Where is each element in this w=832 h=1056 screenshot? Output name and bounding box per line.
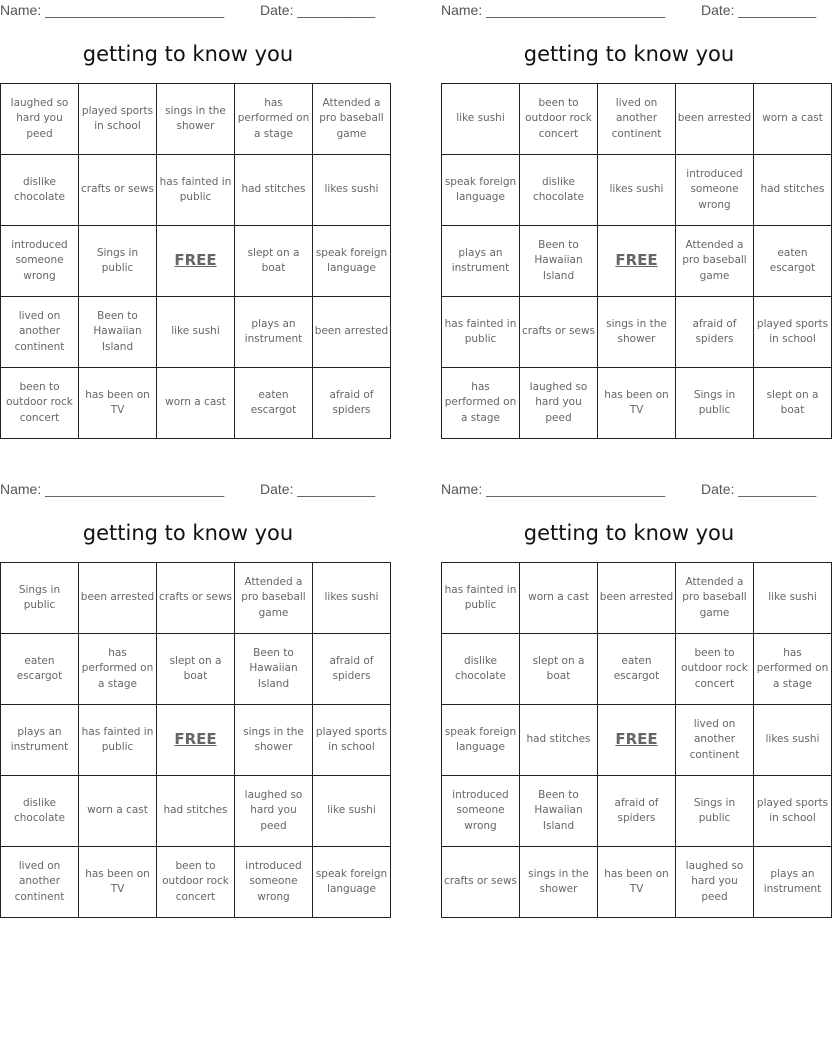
card-title: getting to know you bbox=[523, 42, 735, 66]
bingo-cell: lived on another continent bbox=[598, 84, 676, 155]
bingo-row bbox=[1, 155, 391, 226]
bingo-cell: had stitches bbox=[157, 776, 235, 847]
bingo-cell: likes sushi bbox=[313, 155, 391, 226]
bingo-cell: eaten escargot bbox=[1, 634, 79, 705]
bingo-cell: Been to Hawaiian Island bbox=[520, 776, 598, 847]
bingo-cell: worn a cast bbox=[754, 84, 832, 155]
name-field-label: Name: _______________________ bbox=[441, 2, 666, 18]
bingo-cell: speak foreign language bbox=[313, 847, 391, 918]
bingo-cell: been to outdoor rock concert bbox=[1, 368, 79, 439]
bingo-cell: has performed on a stage bbox=[754, 634, 832, 705]
bingo-cell: Sings in public bbox=[676, 776, 754, 847]
bingo-cell: crafts or sews bbox=[157, 563, 235, 634]
bingo-row bbox=[442, 297, 832, 368]
bingo-cell: like sushi bbox=[157, 297, 235, 368]
bingo-row bbox=[442, 226, 832, 297]
bingo-cell: has performed on a stage bbox=[79, 634, 157, 705]
bingo-cell: slept on a boat bbox=[235, 226, 313, 297]
bingo-cell: plays an instrument bbox=[754, 847, 832, 918]
bingo-grid bbox=[0, 83, 391, 439]
bingo-cell: lived on another continent bbox=[676, 705, 754, 776]
free-space-cell: FREE bbox=[157, 226, 235, 297]
bingo-row bbox=[442, 563, 832, 634]
bingo-cell: slept on a boat bbox=[520, 634, 598, 705]
bingo-cell: speak foreign language bbox=[442, 705, 520, 776]
bingo-cell: introduced someone wrong bbox=[442, 776, 520, 847]
bingo-row bbox=[1, 634, 391, 705]
card-title: getting to know you bbox=[82, 521, 294, 545]
bingo-cell: laughed so hard you peed bbox=[676, 847, 754, 918]
bingo-cell: has fainted in public bbox=[157, 155, 235, 226]
bingo-cell: been to outdoor rock concert bbox=[676, 634, 754, 705]
bingo-cell: sings in the shower bbox=[235, 705, 313, 776]
bingo-row bbox=[1, 847, 391, 918]
bingo-cell: played sports in school bbox=[754, 776, 832, 847]
bingo-cell: been arrested bbox=[598, 563, 676, 634]
bingo-cell: has fainted in public bbox=[442, 297, 520, 368]
bingo-cell: had stitches bbox=[520, 705, 598, 776]
bingo-cell: laughed so hard you peed bbox=[235, 776, 313, 847]
bingo-cell: dislike chocolate bbox=[442, 634, 520, 705]
bingo-grid bbox=[441, 83, 832, 439]
bingo-cell: likes sushi bbox=[598, 155, 676, 226]
free-space-cell: FREE bbox=[598, 705, 676, 776]
bingo-cell: crafts or sews bbox=[520, 297, 598, 368]
bingo-row bbox=[1, 297, 391, 368]
bingo-cell: been arrested bbox=[313, 297, 391, 368]
bingo-cell: Been to Hawaiian Island bbox=[235, 634, 313, 705]
name-field-label: Name: _______________________ bbox=[0, 2, 225, 18]
bingo-cell: crafts or sews bbox=[442, 847, 520, 918]
bingo-cell: slept on a boat bbox=[157, 634, 235, 705]
free-space-cell: FREE bbox=[157, 705, 235, 776]
name-date-line bbox=[441, 2, 817, 20]
bingo-cell: has performed on a stage bbox=[442, 368, 520, 439]
name-date-line bbox=[0, 481, 376, 499]
bingo-row bbox=[442, 84, 832, 155]
bingo-cell: Been to Hawaiian Island bbox=[79, 297, 157, 368]
card-title: getting to know you bbox=[523, 521, 735, 545]
bingo-cell: has been on TV bbox=[598, 847, 676, 918]
bingo-cell: worn a cast bbox=[79, 776, 157, 847]
free-space-cell: FREE bbox=[598, 226, 676, 297]
date-field-label: Date: __________ bbox=[701, 481, 817, 497]
bingo-cell: speak foreign language bbox=[442, 155, 520, 226]
bingo-row bbox=[442, 368, 832, 439]
bingo-row bbox=[1, 563, 391, 634]
date-field-label: Date: __________ bbox=[260, 2, 376, 18]
bingo-cell: has been on TV bbox=[598, 368, 676, 439]
bingo-cell: lived on another continent bbox=[1, 847, 79, 918]
bingo-cell: plays an instrument bbox=[235, 297, 313, 368]
bingo-cell: had stitches bbox=[754, 155, 832, 226]
bingo-row bbox=[1, 368, 391, 439]
bingo-cell: afraid of spiders bbox=[313, 368, 391, 439]
bingo-cell: Been to Hawaiian Island bbox=[520, 226, 598, 297]
bingo-cell: Sings in public bbox=[79, 226, 157, 297]
bingo-cell: been to outdoor rock concert bbox=[520, 84, 598, 155]
bingo-row bbox=[1, 84, 391, 155]
bingo-cell: worn a cast bbox=[520, 563, 598, 634]
bingo-row bbox=[1, 776, 391, 847]
bingo-cell: has fainted in public bbox=[79, 705, 157, 776]
bingo-cell: like sushi bbox=[442, 84, 520, 155]
bingo-cell: laughed so hard you peed bbox=[520, 368, 598, 439]
bingo-cell: has fainted in public bbox=[442, 563, 520, 634]
bingo-cell: has performed on a stage bbox=[235, 84, 313, 155]
bingo-row bbox=[1, 705, 391, 776]
bingo-cell: played sports in school bbox=[313, 705, 391, 776]
bingo-cell: eaten escargot bbox=[598, 634, 676, 705]
bingo-cell: plays an instrument bbox=[442, 226, 520, 297]
bingo-cell: has been on TV bbox=[79, 368, 157, 439]
bingo-cell: speak foreign language bbox=[313, 226, 391, 297]
bingo-row bbox=[442, 634, 832, 705]
bingo-row bbox=[442, 776, 832, 847]
bingo-cell: eaten escargot bbox=[235, 368, 313, 439]
bingo-cell: Sings in public bbox=[676, 368, 754, 439]
bingo-row bbox=[442, 847, 832, 918]
bingo-row bbox=[1, 226, 391, 297]
bingo-cell: afraid of spiders bbox=[313, 634, 391, 705]
bingo-cell: worn a cast bbox=[157, 368, 235, 439]
bingo-cell: eaten escargot bbox=[754, 226, 832, 297]
bingo-row bbox=[442, 155, 832, 226]
bingo-cell: plays an instrument bbox=[1, 705, 79, 776]
date-field-label: Date: __________ bbox=[701, 2, 817, 18]
bingo-cell: likes sushi bbox=[754, 705, 832, 776]
bingo-cell: like sushi bbox=[313, 776, 391, 847]
bingo-cell: Sings in public bbox=[1, 563, 79, 634]
bingo-cell: laughed so hard you peed bbox=[1, 84, 79, 155]
bingo-grid bbox=[441, 562, 832, 918]
bingo-cell: slept on a boat bbox=[754, 368, 832, 439]
bingo-cell: afraid of spiders bbox=[676, 297, 754, 368]
name-field-label: Name: _______________________ bbox=[0, 481, 225, 497]
bingo-row bbox=[442, 705, 832, 776]
bingo-cell: sings in the shower bbox=[598, 297, 676, 368]
card-title: getting to know you bbox=[82, 42, 294, 66]
bingo-cell: Attended a pro baseball game bbox=[676, 563, 754, 634]
name-field-label: Name: _______________________ bbox=[441, 481, 666, 497]
bingo-cell: introduced someone wrong bbox=[676, 155, 754, 226]
name-date-line bbox=[441, 481, 817, 499]
bingo-cell: lived on another continent bbox=[1, 297, 79, 368]
bingo-cell: dislike chocolate bbox=[1, 155, 79, 226]
bingo-cell: introduced someone wrong bbox=[1, 226, 79, 297]
bingo-cell: Attended a pro baseball game bbox=[676, 226, 754, 297]
date-field-label: Date: __________ bbox=[260, 481, 376, 497]
bingo-cell: Attended a pro baseball game bbox=[313, 84, 391, 155]
bingo-cell: has been on TV bbox=[79, 847, 157, 918]
bingo-cell: dislike chocolate bbox=[1, 776, 79, 847]
bingo-cell: played sports in school bbox=[754, 297, 832, 368]
bingo-cell: introduced someone wrong bbox=[235, 847, 313, 918]
bingo-cell: afraid of spiders bbox=[598, 776, 676, 847]
bingo-cell: likes sushi bbox=[313, 563, 391, 634]
bingo-cell: sings in the shower bbox=[520, 847, 598, 918]
bingo-cell: been to outdoor rock concert bbox=[157, 847, 235, 918]
bingo-cell: had stitches bbox=[235, 155, 313, 226]
bingo-cell: been arrested bbox=[676, 84, 754, 155]
bingo-cell: Attended a pro baseball game bbox=[235, 563, 313, 634]
name-date-line bbox=[0, 2, 376, 20]
bingo-cell: sings in the shower bbox=[157, 84, 235, 155]
bingo-cell: been arrested bbox=[79, 563, 157, 634]
bingo-cell: like sushi bbox=[754, 563, 832, 634]
bingo-cell: played sports in school bbox=[79, 84, 157, 155]
bingo-cell: crafts or sews bbox=[79, 155, 157, 226]
bingo-grid bbox=[0, 562, 391, 918]
bingo-cell: dislike chocolate bbox=[520, 155, 598, 226]
